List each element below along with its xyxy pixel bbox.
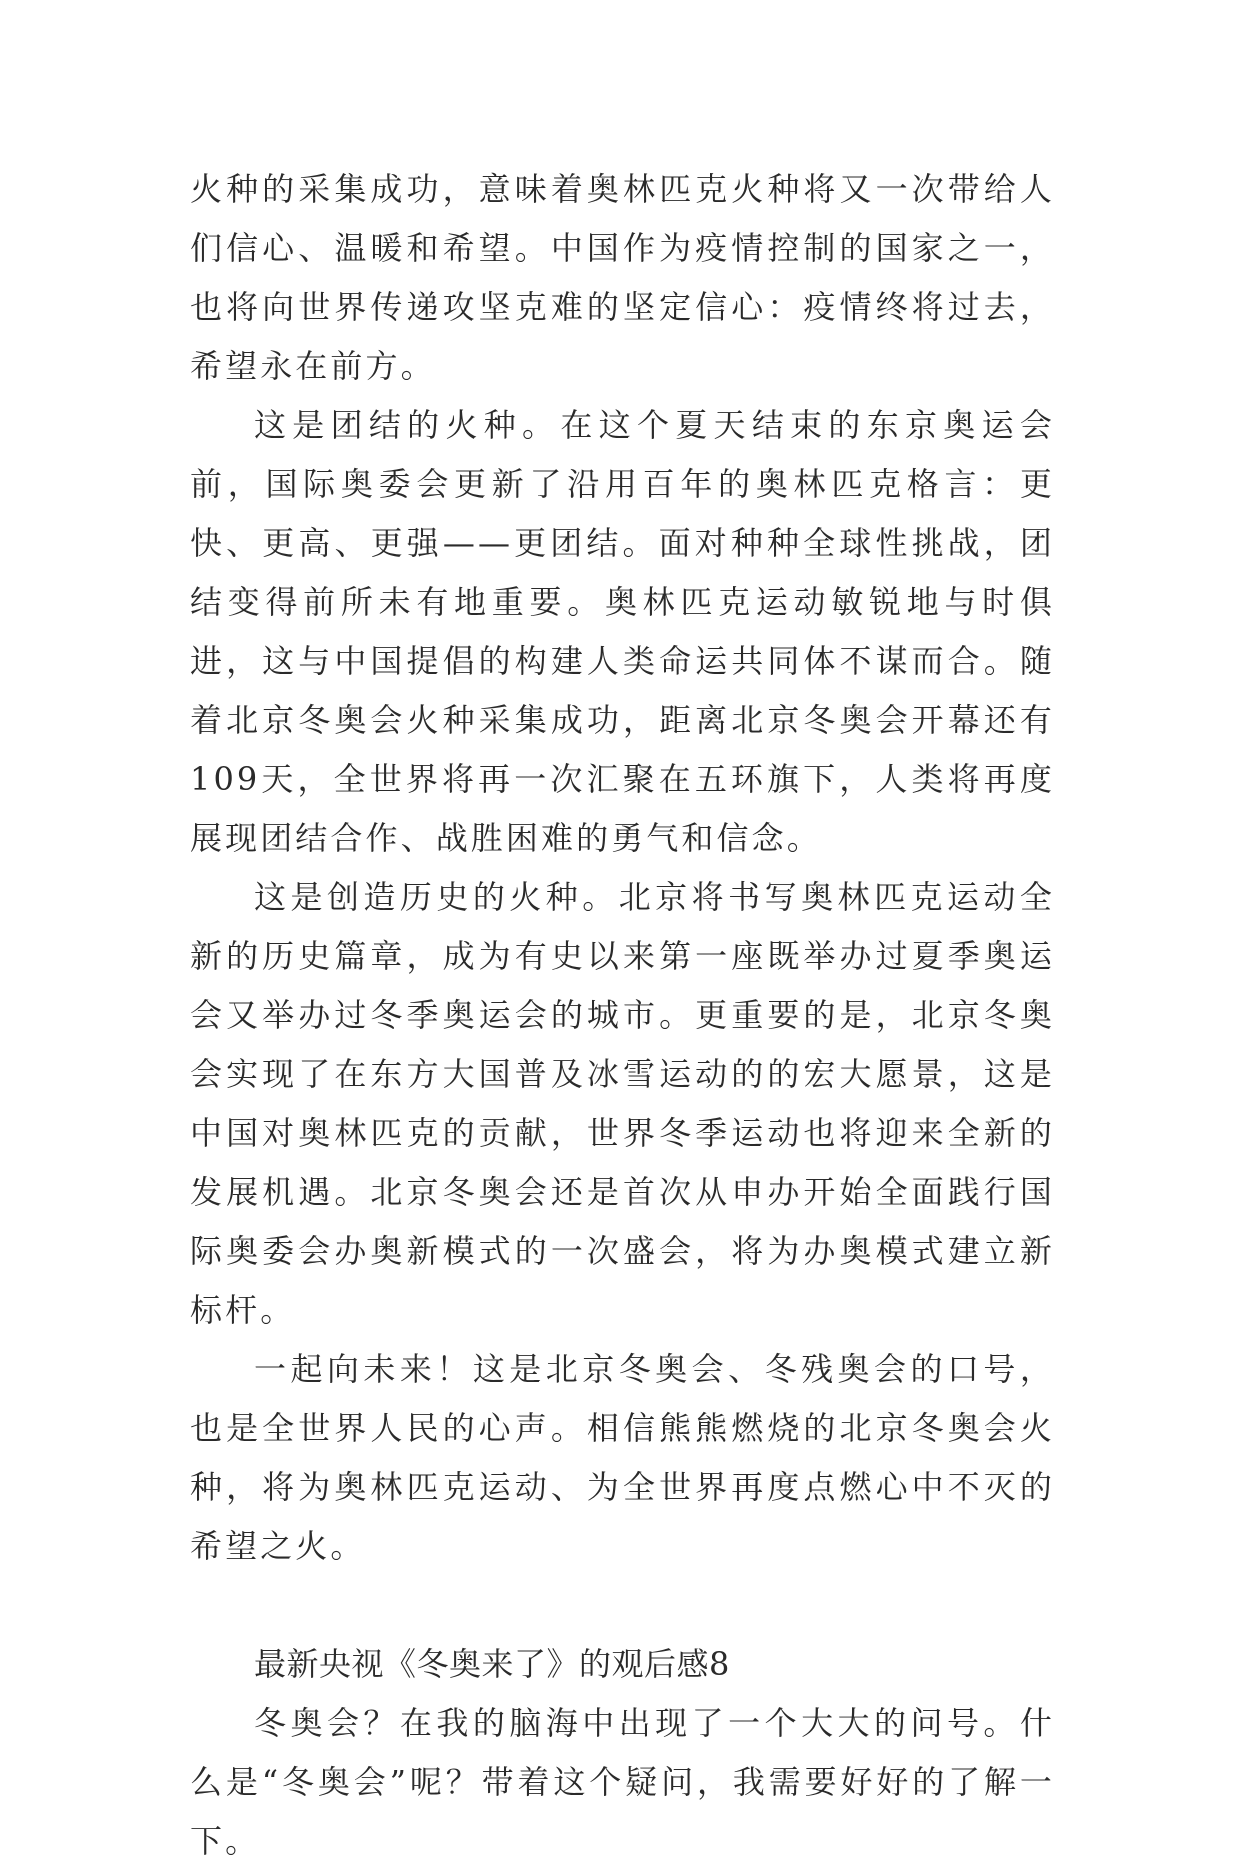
paragraph-2: 这是团结的火种。在这个夏天结束的东京奥运会前，国际奥委会更新了沿用百年的奥林匹克格言：更快、更高、更强——更团结。面对种种全球性挑战，团结变得前所未有地重要。奥林匹克运动敏锐地与时俱进，这与中国提倡的构建人类命运共同体不谋而合。随着北京冬奥会火种采集成功，距离北京冬奥会开幕还有109天，全世界将再一次汇聚在五环旗下，人类将再度展现团结合作、战胜困难的勇气和信念。 <box>190 406 1055 857</box>
paragraph-5: 冬奥会？在我的脑海中出现了一个大大的问号。什么是“冬奥会”呢？带着这个疑问，我需要好好的了解一下。 <box>190 1704 1055 1860</box>
paragraph-1: 火种的采集成功，意味着奥林匹克火种将又一次带给人们信心、温暖和希望。中国作为疫情控制的国家之一，也将向世界传递攻坚克难的坚定信心：疫情终将过去，希望永在前方。 <box>190 170 1055 385</box>
paragraph-4: 一起向未来！这是北京冬奥会、冬残奥会的口号，也是全世界人民的心声。相信熊熊燃烧的北京冬奥会火种，将为奥林匹克运动、为全世界再度点燃心中不灭的希望之火。 <box>190 1350 1055 1565</box>
document-body <box>190 160 1055 1871</box>
section-heading: 最新央视《冬奥来了》的观后感8 <box>254 1645 730 1683</box>
paragraph-3: 这是创造历史的火种。北京将书写奥林匹克运动全新的历史篇章，成为有史以来第一座既举办过夏季奥运会又举办过冬季奥运会的城市。更重要的是，北京冬奥会实现了在东方大国普及冰雪运动的的宏大愿景，这是中国对奥林匹克的贡献，世界冬季运动也将迎来全新的发展机遇。北京冬奥会还是首次从申办开始全面践行国际奥委会办奥新模式的一次盛会，将为办奥模式建立新标杆。 <box>190 878 1055 1329</box>
section-spacer <box>190 1576 1055 1635</box>
